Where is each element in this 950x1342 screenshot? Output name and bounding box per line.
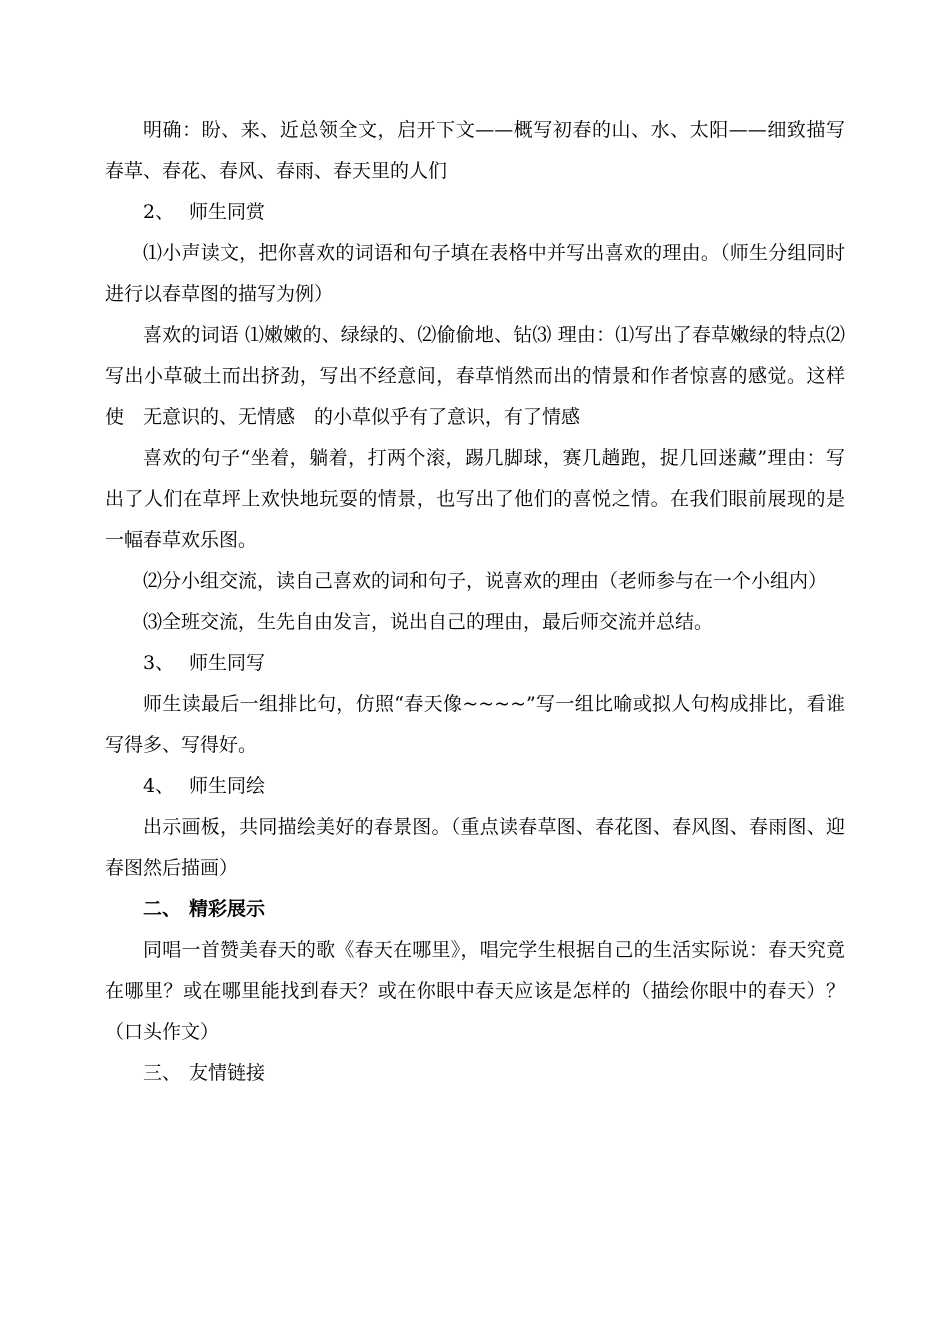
- paragraph-read-aloud: ⑴小声读文，把你喜欢的词语和句子填在表格中并写出喜欢的理由。（师生分组同时进行以春草图的描写为例）: [105, 242, 845, 305]
- section-title: 精彩展示: [189, 898, 266, 920]
- section-number: 三、: [143, 1062, 182, 1084]
- section-heading-3: [105, 643, 845, 684]
- paragraph-class-discussion: ⑶全班交流，生先自由发言，说出自己的理由，最后师交流并总结。: [143, 611, 714, 633]
- document-body: [105, 110, 845, 1094]
- paragraph-favorite-sentence: 喜欢的句子“坐着，躺着，打两个滚，踢几脚球，赛几趟跑，捉几回迷藏”理由：写出了人们在草坪上欢快地玩耍的情景，也写出了他们的喜悦之情。在我们眼前展现的是一幅春草欢乐图。: [105, 447, 845, 551]
- section-title: 师生同写: [189, 652, 266, 674]
- section-heading-three: [105, 1053, 845, 1094]
- section-number: 3、: [143, 652, 175, 674]
- section-title: 师生同赏: [189, 201, 266, 223]
- section-heading-4: [105, 766, 845, 807]
- paragraph-drawing: 出示画板，共同描绘美好的春景图。（重点读春草图、春花图、春风图、春雨图、迎春图然后描画）: [105, 816, 845, 879]
- paragraph-summary: 明确：盼、来、近总领全文，启开下文——概写初春的山、水、太阳——细致描写春草、春花、春风、春雨、春天里的人们: [105, 119, 845, 182]
- paragraph-favorite-words: 喜欢的词语 ⑴嫩嫩的、绿绿的、⑵偷偷地、钻⑶ 理由：⑴写出了春草嫩绿的特点⑵写出小草破土而出挤劲，写出不经意间，春草悄然而出的情景和作者惊喜的感觉。这样使 无意识的、无情感 的小草似乎有了意识，有了情感: [105, 324, 845, 428]
- section-number: 2、: [143, 201, 175, 223]
- section-number: 4、: [143, 775, 175, 797]
- section-title: 友情链接: [189, 1062, 266, 1084]
- paragraph-group-discussion: ⑵分小组交流，读自己喜欢的词和句子，说喜欢的理由（老师参与在一个小组内）: [143, 570, 828, 592]
- section-number: 二、: [143, 898, 182, 920]
- section-title: 师生同绘: [189, 775, 266, 797]
- paragraph-writing: 师生读最后一组排比句，仿照“春天像~~~~”写一组比喻或拟人句构成排比，看谁写得多、写得好。: [105, 693, 845, 756]
- section-heading-two: [105, 889, 845, 930]
- paragraph-showcase: 同唱一首赞美春天的歌《春天在哪里》，唱完学生根据自己的生活实际说：春天究竟在哪里？或在哪里能找到春天？或在你眼中春天应该是怎样的（描绘你眼中的春天）？（口头作文）: [105, 939, 845, 1043]
- section-heading-2: [105, 192, 845, 233]
